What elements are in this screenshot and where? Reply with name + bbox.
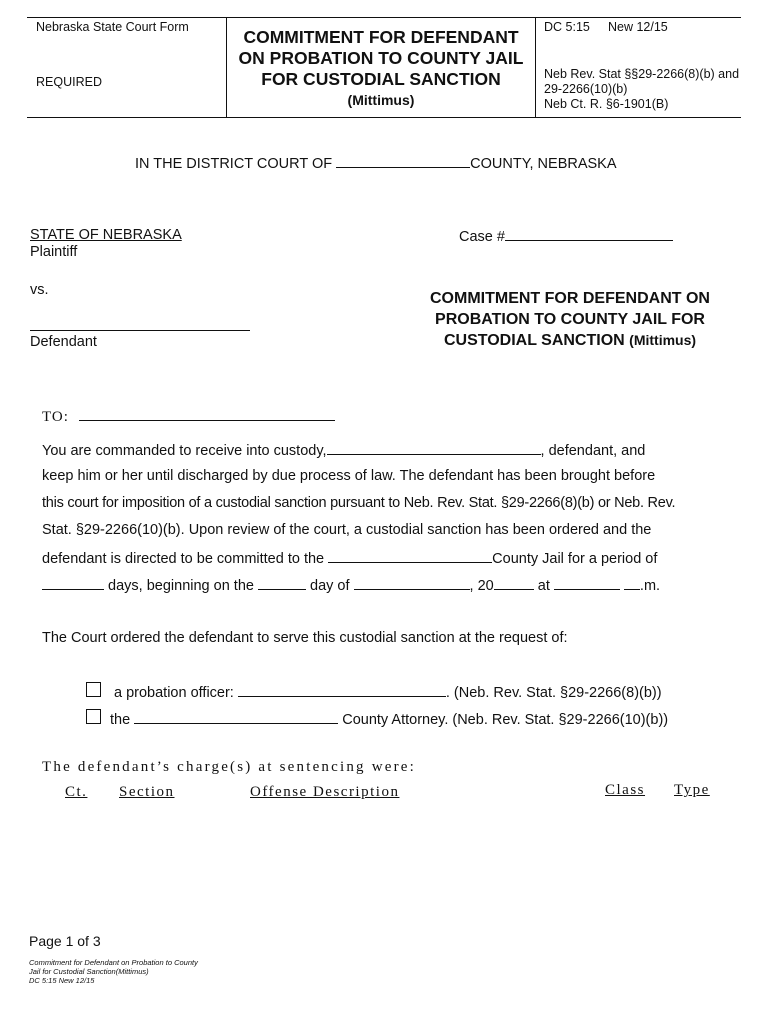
probation-officer-field[interactable] [238,683,446,697]
order-text: at [537,578,550,594]
case-number-field[interactable] [505,227,673,241]
order-text: defendant is directed to be committed to the [42,551,325,567]
plaintiff-label: Plaintiff [30,244,78,260]
order-line-3: this court for imposition of a custodial sanction pursuant to Neb. Rev. Stat. §29-2266(8)(b) or Neb. Rev. [42,495,676,511]
header-divider-right [535,17,536,118]
statute-line: 29-2266(10)(b) [544,82,628,96]
order-text: You are commanded to receive into custody, [42,443,327,459]
option-text: a probation officer: [114,685,234,701]
court-line [135,154,617,172]
required-label: REQUIRED [36,75,102,89]
order-text: day of [310,578,350,594]
form-subtitle: (Mittimus) [347,92,415,108]
form-source: Nebraska State Court Form [36,20,189,34]
request-text: The Court ordered the defendant to serve this custodial sanction at the request of: [42,630,568,646]
document-title-line-2: PROBATION TO COUNTY JAIL FOR [435,311,705,328]
order-text: .m. [639,578,661,594]
court-suffix: COUNTY, NEBRASKA [470,156,617,172]
statute-references [544,67,739,112]
to-label: TO: [42,409,69,425]
order-line-5 [42,549,657,567]
start-day-field[interactable] [258,576,306,590]
county-jail-field[interactable] [328,549,492,563]
column-count: Ct. [65,784,88,800]
order-text: days, beginning on the [108,578,254,594]
form-title-line-3: FOR CUSTODIAL SANCTION [261,69,501,89]
start-time-field[interactable] [554,576,620,590]
footer-note-line: Commitment for Defendant on Probation to County [29,958,198,967]
document-title-line-1: COMMITMENT FOR DEFENDANT ON [430,290,710,307]
option-text: County Attorney. (Neb. Rev. Stat. §29-2266(10)(b)) [342,712,669,728]
column-type: Type [674,782,710,798]
order-line-6 [42,576,660,594]
document-title-line-3: CUSTODIAL SANCTION [443,332,625,349]
start-month-field[interactable] [354,576,470,590]
footer-note [29,958,198,985]
order-text: , defendant, and [540,443,646,459]
county-attorney-checkbox[interactable] [86,709,101,724]
column-section: Section [119,784,175,800]
to-field[interactable] [79,407,335,421]
statute-line: Neb Ct. R. §6-1901(B) [544,97,669,111]
form-version: New 12/15 [608,20,668,34]
court-prefix: IN THE DISTRICT COURT OF [135,156,333,172]
defendant-label: Defendant [30,334,97,350]
versus-label: vs. [30,282,49,298]
document-title-suffix: (Mittimus) [629,332,697,348]
order-line-4: Stat. §29-2266(10)(b). Upon review of the court, a custodial sanction has been ordered and the [42,522,652,538]
plaintiff-name: STATE OF NEBRASKA [30,227,182,243]
statute-line: Neb Rev. Stat §§29-2266(8)(b) and [544,67,740,81]
order-line-1 [42,441,645,459]
county-field[interactable] [336,154,470,168]
column-offense-description: Offense Description [250,784,400,800]
order-text: County Jail for a period of [492,551,658,567]
am-pm-field[interactable] [624,576,640,590]
option-text: the [110,712,131,728]
option-county-attorney [110,710,668,728]
form-title-line-1: COMMITMENT FOR DEFENDANT [243,27,519,47]
column-class: Class [605,782,646,798]
charges-heading: The defendant’s charge(s) at sentencing were: [42,759,417,775]
days-field[interactable] [42,576,104,590]
start-year-field[interactable] [494,576,534,590]
form-title [227,27,535,108]
probation-officer-checkbox[interactable] [86,682,101,697]
form-title-line-2: ON PROBATION TO COUNTY JAIL [238,48,524,68]
case-label: Case # [459,229,505,245]
footer-note-line: Jail for Custodial Sanction(Mittimus) [29,967,149,976]
option-probation-officer [114,683,662,701]
document-title [405,288,735,351]
page-number: Page 1 of 3 [29,933,101,949]
form-code: DC 5:15 [544,20,590,34]
custody-name-field[interactable] [327,441,541,455]
case-number [459,227,673,245]
footer-note-line: DC 5:15 New 12/15 [29,976,95,985]
order-line-2: keep him or her until discharged by due process of law. The defendant has been brought before [42,468,656,484]
county-attorney-field[interactable] [134,710,338,724]
option-text: . (Neb. Rev. Stat. §29-2266(8)(b)) [445,685,662,701]
to-line [42,407,335,426]
order-text: , 20 [469,578,494,594]
defendant-name-field[interactable] [30,330,250,331]
